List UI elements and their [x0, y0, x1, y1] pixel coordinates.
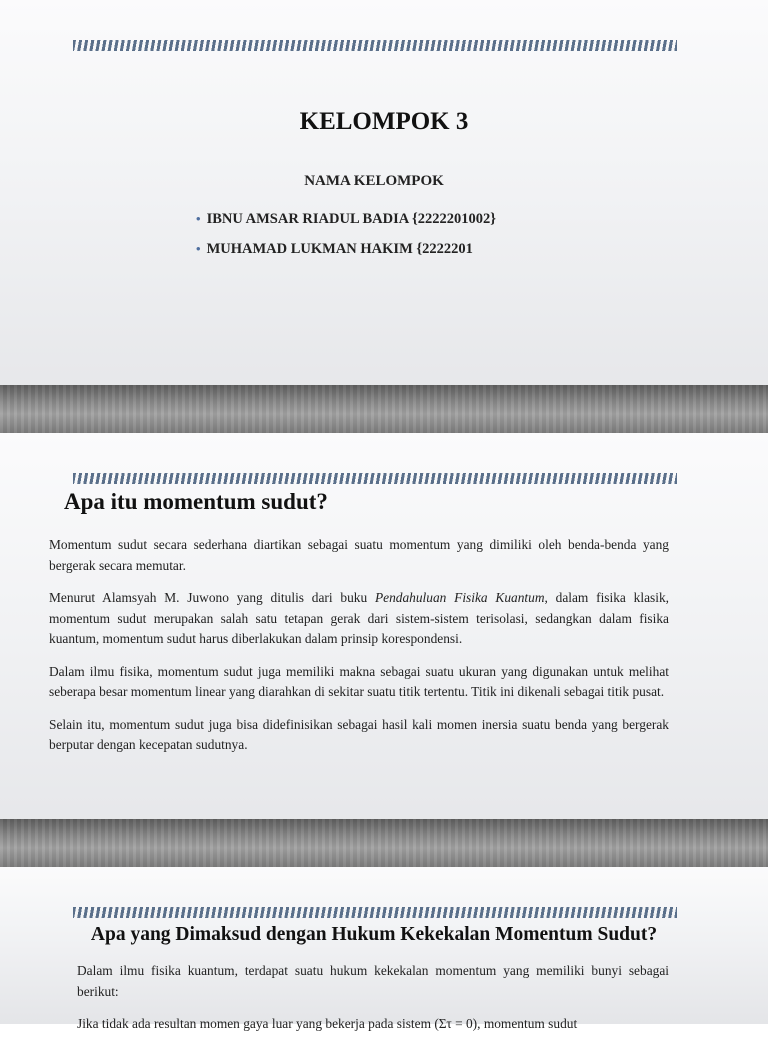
decorative-stripe [73, 907, 677, 918]
member-name: IBNU AMSAR RIADUL BADIA {2222201002} [206, 211, 496, 227]
floor-band [0, 819, 768, 867]
paragraph: Dalam ilmu fisika, momentum sudut juga memiliki makna sebagai suatu ukuran yang digunakan untuk melihat seberapa besar momentum linear yang diarahkan di sekitar suatu titik tertentu. Titik ini dikenali sebagai titik pusat. [49, 663, 669, 699]
bullet-icon: • [196, 211, 201, 226]
paragraph: Dalam ilmu fisika kuantum, terdapat suatu hukum kekekalan momentum yang memiliki bunyi sebagai berikut: [77, 963, 669, 999]
slide-2-body [49, 535, 669, 768]
paragraph [49, 588, 669, 650]
slide-1-title: KELOMPOK 3 [299, 108, 469, 135]
paragraph: Momentum sudut secara sederhana diartikan sebagai suatu momentum yang dimiliki oleh benda-benda yang bergerak secara memutar. [49, 537, 669, 573]
list-item [196, 204, 496, 234]
bullet-icon: • [196, 241, 201, 256]
slide-3-title: Apa yang Dimaksud dengan Hukum Kekekalan Momentum Sudut? [90, 924, 658, 945]
group-names-heading: NAMA KELOMPOK [304, 173, 444, 189]
list-item [196, 234, 496, 264]
decorative-stripe [73, 40, 677, 51]
book-title: Pendahuluan Fisika Kuantum [374, 590, 545, 605]
member-list [196, 204, 496, 264]
slide-1 [0, 0, 768, 433]
paragraph: Selain itu, momentum sudut juga bisa didefinisikan sebagai hasil kali momen inersia suatu benda yang bergerak berputar dengan kecepatan sudutnya. [49, 716, 669, 752]
floor-band [0, 385, 768, 433]
slide-2-title: Apa itu momentum sudut? [64, 489, 328, 514]
text-run: Menurut Alamsyah M. Juwono yang ditulis dari buku [49, 590, 375, 605]
paragraph: Jika tidak ada resultan momen gaya luar yang bekerja pada sistem (Στ = 0), momentum sudut [77, 1016, 578, 1031]
member-name: MUHAMAD LUKMAN HAKIM {2222201 [206, 241, 473, 257]
text-run: , dalam fisika klasik, momentum sudut merupakan salah satu tetapan gerak dari sistem-sistem terisolasi, sedangkan dalam fisika kuantum, momentum sudut harus diberlakukan dalam prinsip korespondensi. [49, 590, 669, 646]
decorative-stripe [73, 473, 677, 484]
slide-3-body [77, 961, 669, 1047]
